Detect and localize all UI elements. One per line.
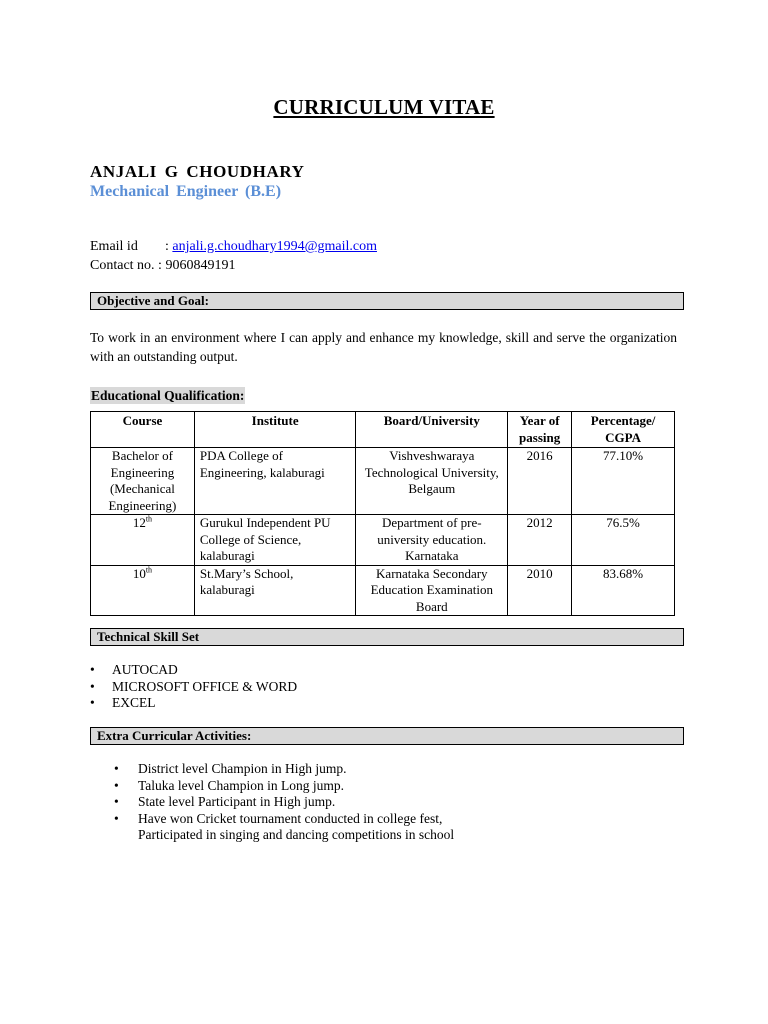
- objective-text: To work in an environment where I can apply and enhance my knowledge, skill and serve the organization with an outstanding output.: [90, 330, 677, 364]
- bullet-icon: •: [114, 777, 119, 793]
- course-text: Bachelor of Engineering (Mechanical Engineering): [108, 448, 177, 513]
- list-item: [114, 794, 454, 811]
- candidate-name: ANJALI G CHOUDHARY: [90, 162, 305, 181]
- list-item: [90, 662, 297, 679]
- header-course: Course: [91, 412, 195, 448]
- bullet-icon: •: [114, 761, 119, 776]
- skill-text: AUTOCAD: [112, 662, 178, 677]
- bullet-icon: •: [90, 662, 95, 677]
- year-cell: 2010: [508, 565, 572, 616]
- header-percentage: Percentage/ CGPA: [572, 412, 675, 448]
- institute-cell: PDA College of Engineering, kalaburagi: [194, 448, 356, 515]
- phone-row: [90, 258, 235, 274]
- header-board: Board/University: [356, 412, 508, 448]
- activity-text-continued: Participated in singing and dancing competitions in school: [138, 827, 455, 842]
- header-year: Year of passing: [508, 412, 572, 448]
- extra-list: [114, 761, 454, 844]
- year-cell: 2016: [508, 448, 572, 515]
- bullet-icon: •: [114, 810, 119, 826]
- skills-heading: Technical Skill Set: [90, 628, 684, 646]
- candidate-role: Mechanical Engineer (B.E): [90, 183, 282, 200]
- skill-text: EXCEL: [112, 695, 156, 710]
- board-cell: Department of pre-university education. Karnataka: [356, 515, 508, 566]
- year-cell: 2012: [508, 515, 572, 566]
- course-cell: [91, 515, 195, 566]
- course-sup: th: [145, 514, 153, 524]
- skill-text: MICROSOFT OFFICE & WORD: [112, 678, 298, 694]
- table-row: [91, 565, 675, 616]
- list-item: [114, 778, 454, 795]
- phone-separator: :: [158, 258, 162, 273]
- extra-heading: Extra Curricular Activities:: [90, 727, 684, 745]
- activity-text: District level Champion in High jump.: [138, 761, 347, 776]
- list-item: [114, 811, 454, 844]
- phone-label: Contact no.: [90, 258, 155, 273]
- score-cell: 77.10%: [572, 448, 675, 515]
- list-item: [114, 761, 454, 778]
- phone-number: 9060849191: [165, 258, 236, 273]
- email-link[interactable]: anjali.g.choudhary1994@gmail.com: [172, 239, 377, 254]
- board-cell: Vishveshwaraya Technological University, Belgaum: [356, 448, 508, 515]
- objective-heading: Objective and Goal:: [90, 292, 684, 310]
- email-separator: :: [165, 239, 169, 254]
- table-row: [91, 515, 675, 566]
- skills-list: [90, 662, 297, 712]
- activity-text: Have won Cricket tournament conducted in college fest,: [138, 810, 443, 826]
- list-item: [90, 679, 297, 696]
- header-institute: Institute: [194, 412, 356, 448]
- activity-text: State level Participant in High jump.: [138, 794, 336, 809]
- list-item: [90, 695, 297, 712]
- table-row: [91, 448, 675, 515]
- email-row: [90, 239, 377, 255]
- course-cell: [91, 448, 195, 515]
- email-label: Email id: [90, 239, 138, 254]
- score-cell: 83.68%: [572, 565, 675, 616]
- board-cell: Karnataka Secondary Education Examination Board: [356, 565, 508, 616]
- education-table: [90, 411, 675, 616]
- score-cell: 76.5%: [572, 515, 675, 566]
- course-text: 12: [132, 515, 146, 530]
- bullet-icon: •: [90, 695, 95, 710]
- activity-text: Taluka level Champion in Long jump.: [138, 777, 345, 793]
- table-header-row: [91, 412, 675, 448]
- institute-cell: Gurukul Independent PU College of Science, kalaburagi: [194, 515, 356, 566]
- course-text: 10: [132, 565, 146, 581]
- education-heading: Educational Qualification:: [91, 388, 245, 403]
- course-cell: [91, 565, 195, 616]
- institute-cell: St.Mary’s School, kalaburagi: [194, 565, 356, 616]
- course-sup: th: [145, 565, 153, 575]
- bullet-icon: •: [90, 678, 95, 694]
- document-title: CURRICULUM VITAE: [273, 95, 495, 119]
- bullet-icon: •: [114, 794, 119, 809]
